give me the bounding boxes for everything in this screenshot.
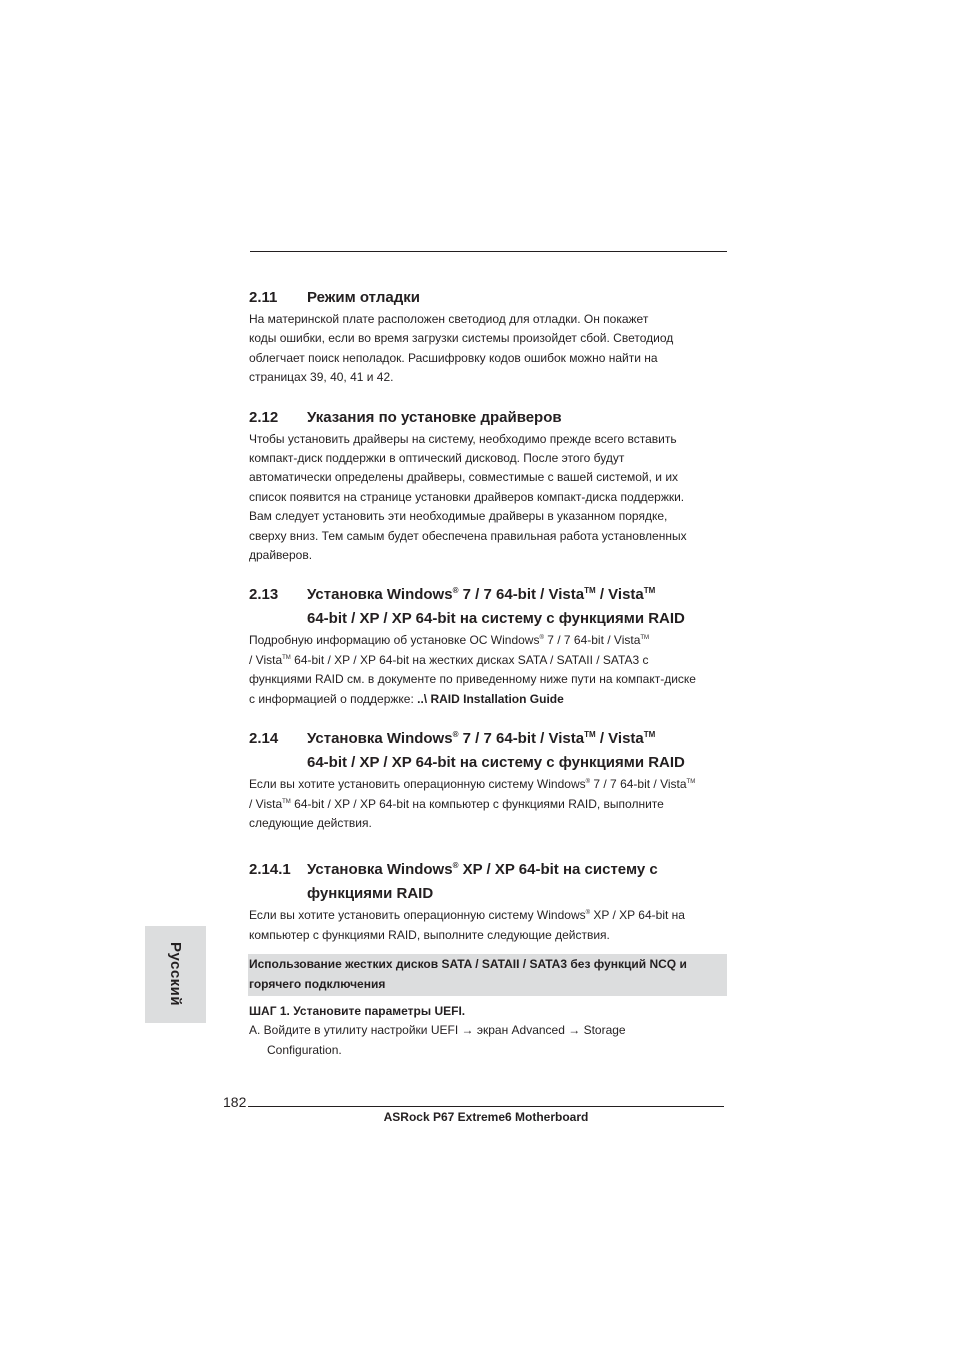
text-line: компьютер с функциями RAID, выполните следующие действия.: [249, 927, 610, 942]
heading-2-12: [249, 406, 729, 430]
text-line: с информацией о поддержке: ..\ RAID Installation Guide: [249, 691, 564, 706]
section-number: 2.11: [249, 289, 278, 306]
text-line: Чтобы установить драйверы на систему, необходимо прежде всего вставить: [249, 431, 677, 446]
text-line: / Vista™ 64-bit / XP / XP 64-bit на жестких дисках SATA / SATAII / SATA3 с: [249, 652, 649, 667]
section-number: 2.12: [249, 408, 279, 426]
highlight-box: [248, 954, 727, 996]
top-rule: [250, 251, 727, 252]
section-title: Указания по установке драйверов: [307, 408, 562, 426]
text-line: Если вы хотите установить операционную систему Windows® 7 / 7 64-bit / Vista™: [249, 777, 696, 792]
text-line: облегчает поиск неполадок. Расшифровку кодов ошибок можно найти на: [249, 350, 658, 365]
page-content: [249, 286, 729, 1060]
heading-2-13: [249, 583, 729, 631]
highlight-line: горячего подключения: [249, 976, 386, 991]
section-title-continued: 64-bit / XP / XP 64-bit на систему с функциями RAID: [307, 610, 685, 628]
section-title: Установка Windows® 7 / 7 64-bit / Vista™ / Vista™: [307, 586, 656, 604]
text-line: компакт-диск поддержки в оптический дисковод. После этого будут: [249, 451, 625, 466]
section-title: Установка Windows® 7 / 7 64-bit / Vista™ / Vista™: [307, 730, 656, 748]
heading-2-14-1: [249, 858, 729, 906]
text-line: / Vista™ 64-bit / XP / XP 64-bit на компьютер с функциями RAID, выполните: [249, 796, 664, 811]
section-title: Установка Windows® XP / XP 64-bit на систему с: [307, 861, 658, 879]
text-line: сверху вниз. Тем самым будет обеспечена правильная работа установленных: [249, 528, 687, 543]
paragraph-2-13: [249, 631, 729, 709]
heading-2-11: [249, 286, 729, 310]
section-title-continued: функциями RAID: [307, 885, 434, 903]
text-line: драйверов.: [249, 548, 313, 563]
text-line: Подробную информацию об установке ОС Windows® 7 / 7 64-bit / Vista™: [249, 633, 650, 648]
text-line: список появится на странице установки драйверов компакт-диска поддержки.: [249, 489, 685, 504]
section-title-continued: 64-bit / XP / XP 64-bit на систему с функциями RAID: [307, 754, 685, 772]
paragraph-2-12: [249, 430, 729, 566]
highlight-line: Использование жестких дисков SATA / SATAII / SATA3 без функций NCQ и: [249, 957, 687, 972]
text-line: следующие действия.: [249, 815, 372, 830]
paragraph-2-11: [249, 310, 729, 388]
section-title: Режим отладки: [307, 289, 420, 306]
paragraph-2-14: [249, 775, 729, 833]
text-line: страницах 39, 40, 41 и 42.: [249, 370, 394, 385]
section-number: 2.14.1: [249, 861, 291, 879]
text-line: Вам следует установить эти необходимые драйверы в указанном порядке,: [249, 509, 668, 524]
language-side-tab-label: Русский: [167, 942, 184, 1007]
text-line: автоматически определены драйверы, совместимые с вашей системой, и их: [249, 470, 679, 485]
heading-2-14: [249, 727, 729, 775]
text-line: Если вы хотите установить операционную систему Windows® XP / XP 64-bit на: [249, 908, 685, 923]
page-number: 182: [223, 1094, 247, 1110]
paragraph-2-14-1: [249, 906, 729, 945]
raid-guide-path: ..\ RAID Installation Guide: [417, 691, 564, 706]
footer-product-name: ASRock P67 Extreme6 Motherboard: [383, 1110, 589, 1124]
section-number: 2.14: [249, 730, 279, 748]
section-number: 2.13: [249, 586, 279, 604]
bottom-rule: [248, 1106, 724, 1107]
text-line: коды ошибки, если во время загрузки системы произойдет сбой. Светодиод: [249, 331, 674, 346]
step-1-item-a-continued: Configuration.: [267, 1042, 342, 1057]
step-1-item-a: A. Войдите в утилиту настройки UEFI → экран Advanced → Storage: [249, 1023, 626, 1038]
text-line: На материнской плате расположен светодиод для отладки. Он покажет: [249, 312, 649, 326]
step-1-title: ШАГ 1. Установите параметры UEFI.: [249, 1003, 466, 1018]
text-line: функциями RAID см. в документе по приведенному ниже пути на компакт-диске: [249, 672, 696, 687]
